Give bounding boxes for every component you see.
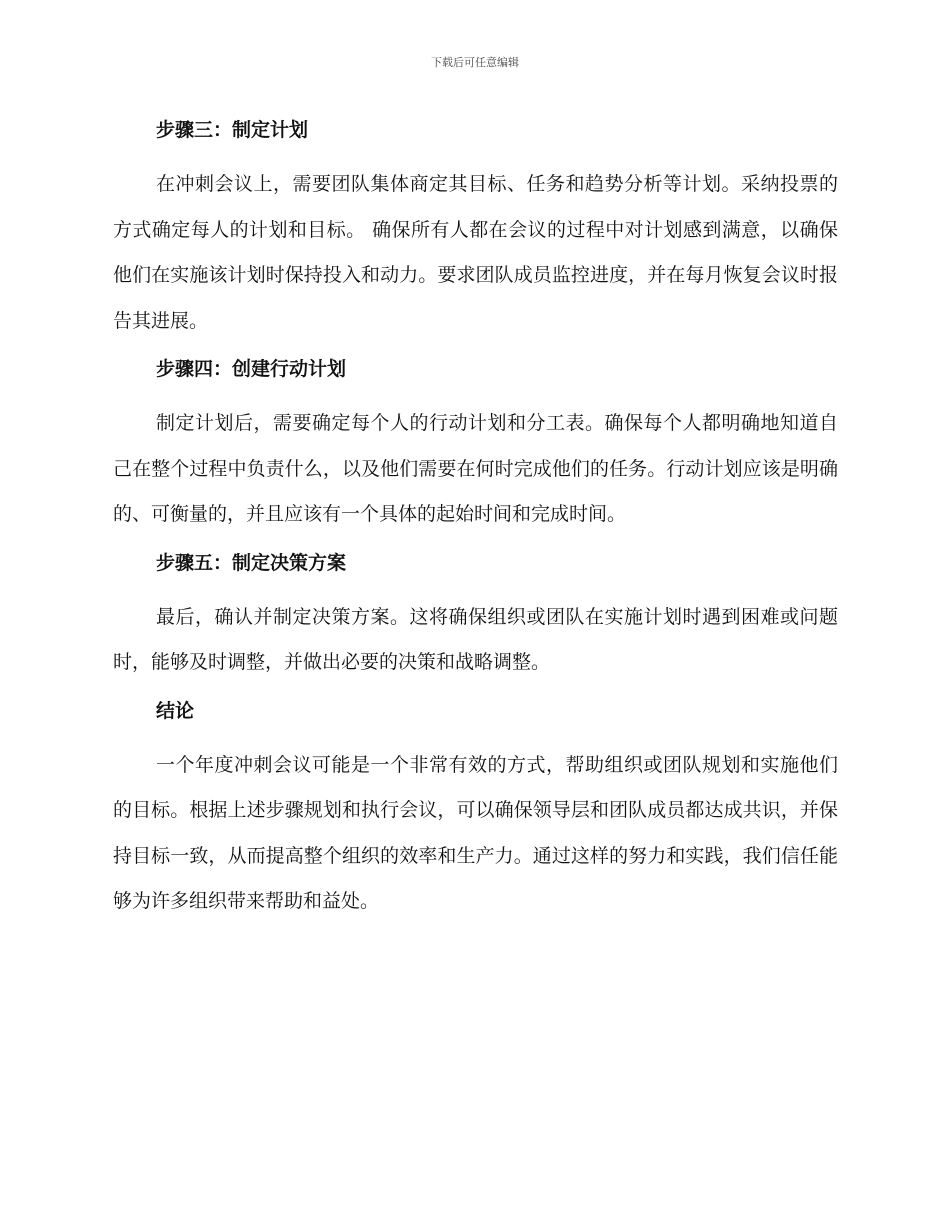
section-heading-conclusion: 结论 — [156, 699, 195, 722]
document-body — [113, 111, 838, 935]
section-heading-step-5: 步骤五：制定决策方案 — [156, 551, 347, 574]
header-note: 下载后可任意编辑 — [431, 56, 519, 69]
section-paragraph-conclusion: 一个年度冲刺会议可能是一个非常有效的方式，帮助组织或团队规划和实施他们的目标。根据上述步骤规划和执行会议，可以确保领导层和团队成员都达成共识，并保持目标一致，从而提高整个组织的效率和生产力。通过这样的努力和实践，我们信任能够为许多组织带来帮助和益处。 — [113, 753, 838, 912]
section-heading-step-4: 步骤四：创建行动计划 — [156, 358, 347, 380]
section-heading-step-3: 步骤三：制定计划 — [156, 119, 309, 141]
section-paragraph-step-3: 在冲刺会议上，需要团队集体商定其目标、任务和趋势分析等计划。采纳投票的方式确定每人的计划和目标。 确保所有人都在会议的过程中对计划感到满意，以确保他们在实施该计划时保持投入和动力。要求团队成员监控进度，并在每月恢复会议时报告其进展。 — [113, 173, 838, 332]
section-paragraph-step-5: 最后，确认并制定决策方案。这将确保组织或团队在实施计划时遇到困难或问题时，能够及时调整，并做出必要的决策和战略调整。 — [113, 605, 838, 673]
section-paragraph-step-4: 制定计划后，需要确定每个人的行动计划和分工表。确保每个人都明确地知道自己在整个过程中负责什么，以及他们需要在何时完成他们的任务。行动计划应该是明确的、可衡量的，并且应该有一个具体的起始时间和完成时间。 — [113, 412, 838, 525]
